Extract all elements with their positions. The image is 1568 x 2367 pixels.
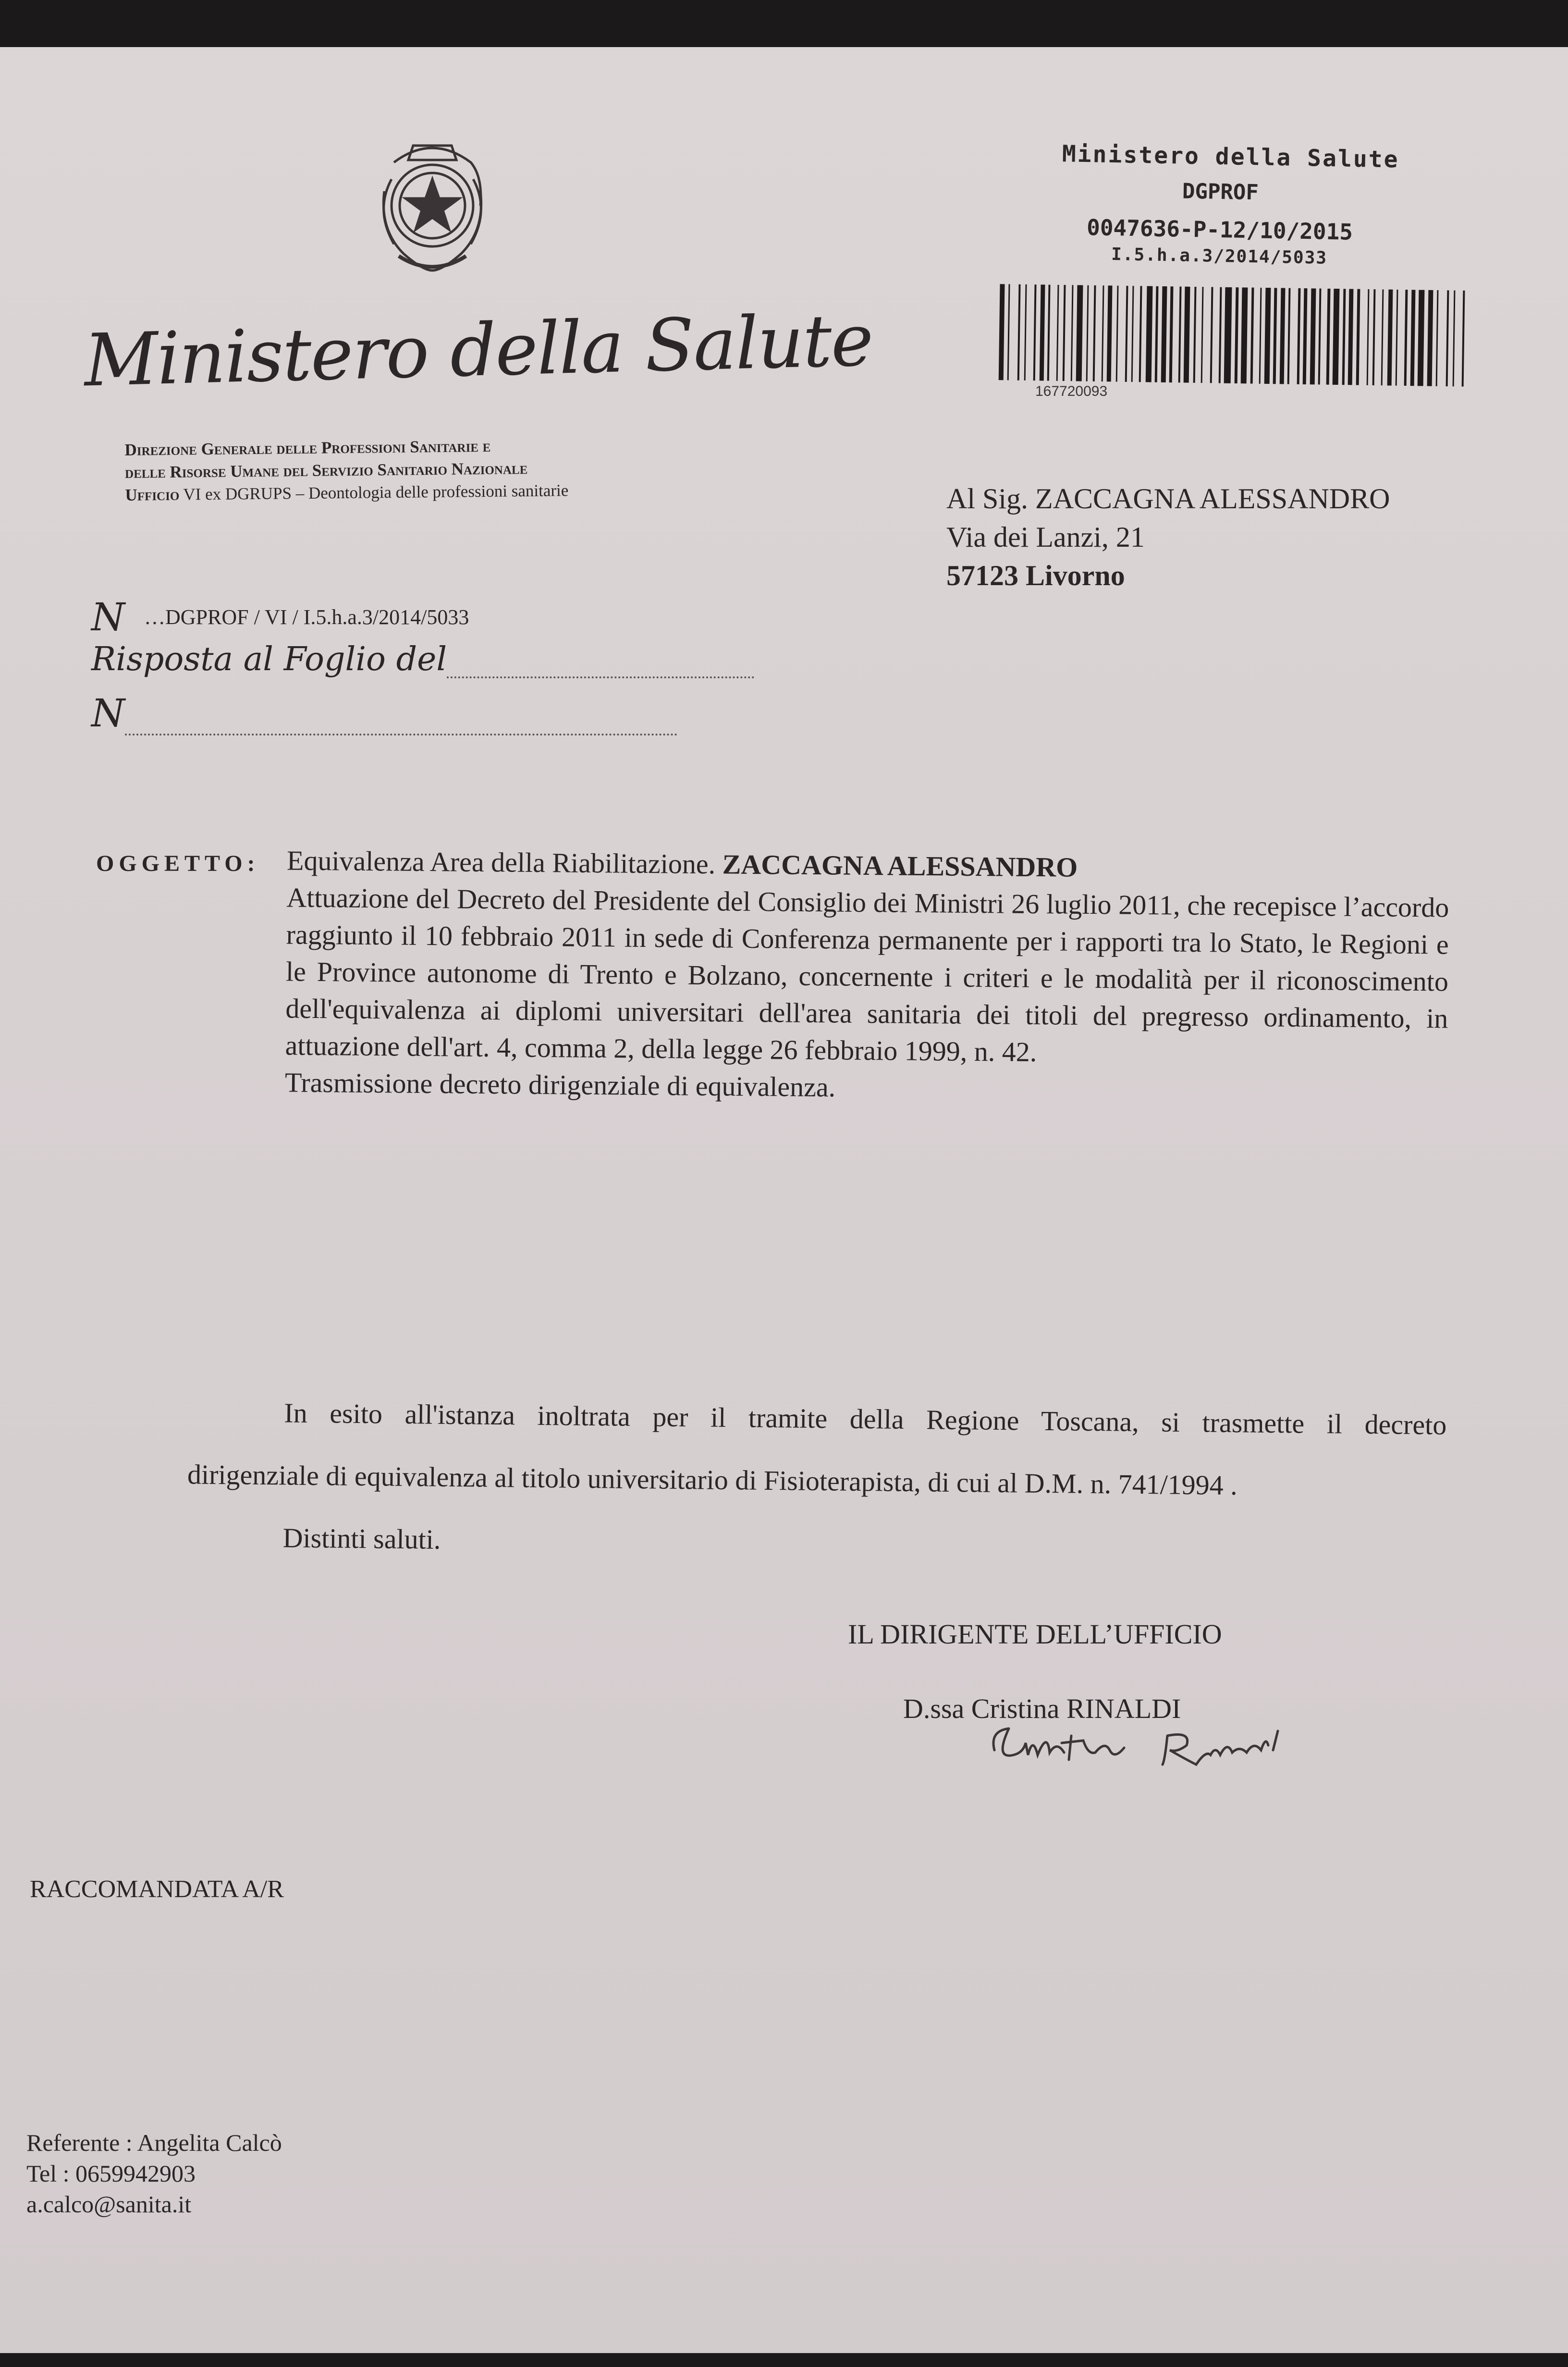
- reply-number-line: [125, 714, 677, 736]
- barcode-bar: [1219, 287, 1222, 383]
- contact-email: a.calco@sanita.it: [26, 2191, 192, 2218]
- barcode-bar: [1310, 288, 1316, 384]
- barcode-bar: [1410, 290, 1416, 386]
- subject-prefix: Equivalenza Area della Riabilitazione.: [286, 845, 716, 880]
- barcode-bar: [1201, 287, 1204, 383]
- barcode-bar: [1372, 289, 1376, 385]
- barcode-bar: [1155, 286, 1159, 382]
- barcode-bar: [1264, 288, 1271, 384]
- barcode-bar: [1056, 285, 1059, 381]
- barcode-bar: [1093, 285, 1096, 381]
- barcode-bar: [1063, 285, 1066, 381]
- barcode-bar: [1418, 290, 1425, 386]
- barcode-bar: [1367, 289, 1370, 385]
- barcode-bar: [1184, 287, 1190, 383]
- barcode-bar: [1273, 288, 1277, 384]
- barcode-bar: [1071, 285, 1074, 381]
- subject-last-line: Trasmissione decreto dirigenziale di equivalenza.: [284, 1067, 836, 1103]
- subject-paragraph: Attuazione del Decreto del Presidente del Consiglio dei Ministri 26 luglio 2011, che recepisce l’accordo raggiunto il 10 febbraio 2011 in sede di Conferenza permanente per i rapporti tra lo Stato, le Regioni e le Province autonome di Trento e Bolzano, concernente i criteri e le modalità per il riconoscimento dell'equivalenza ai diplomi universitari dell'area sanitaria dei titoli del pregresso ordinamento, in attuazione dell'art. 4, comma 2, della legge 26 febbraio 1999, n. 42.: [285, 882, 1449, 1068]
- reply-label: Risposta al Foglio del: [91, 640, 447, 678]
- barcode-bar: [1356, 289, 1360, 385]
- delivery-method: RACCOMANDATA A/R: [30, 1876, 284, 1903]
- stamp-classification: I.5.h.a.3/2014/5033: [1111, 245, 1328, 268]
- barcode-bar: [1076, 285, 1083, 381]
- barcode-bar: [1193, 287, 1197, 383]
- department-line-1: Direzione Generale delle Professioni Sanitarie e: [124, 436, 491, 459]
- barcode-bar: [1116, 286, 1119, 382]
- barcode-bar: [1396, 290, 1398, 386]
- barcode-bar: [1047, 285, 1051, 381]
- office-name: VI ex DGRUPS – Deontologia delle professioni sanitarie: [179, 481, 569, 504]
- barcode-bar: [1107, 285, 1113, 381]
- barcode-bar: [1446, 290, 1449, 386]
- ministry-title: Ministero della Salute: [83, 298, 874, 403]
- reply-date-line: [447, 657, 754, 678]
- barcode-bar: [1333, 289, 1340, 385]
- reply-n-label: N: [91, 691, 125, 736]
- handwritten-signature: [985, 1707, 1321, 1774]
- protocol-stamp: [1027, 140, 1413, 270]
- barcode-bar: [1318, 288, 1322, 384]
- letter-body: [186, 1381, 1447, 1581]
- recipient-address: [946, 479, 1390, 595]
- barcode-bar: [1241, 287, 1248, 383]
- contact-phone: Tel : 0659942903: [26, 2160, 196, 2187]
- barcode-bar: [1404, 290, 1408, 386]
- barcode-bar: [1303, 288, 1308, 384]
- department-header: [124, 434, 568, 506]
- barcode-bar: [1287, 288, 1291, 384]
- barcode: [996, 284, 1473, 392]
- barcode-bar: [1040, 284, 1045, 380]
- barcode-bar: [1131, 286, 1134, 382]
- closing-salutation: Distinti saluti.: [282, 1522, 441, 1555]
- barcode-bar: [1259, 288, 1262, 384]
- barcode-bar: [1462, 291, 1465, 387]
- barcode-bar: [1007, 284, 1010, 380]
- barcode-bar: [1348, 289, 1354, 385]
- signatory-title: IL DIRIGENTE DELL’UFFICIO: [848, 1619, 1222, 1650]
- subject-label: OGGETTO:: [96, 851, 260, 876]
- stamp-protocol-number: 0047636-P-12/10/2015: [1086, 214, 1353, 245]
- barcode-bar: [1024, 284, 1027, 380]
- stamp-department: DGPROF: [1182, 179, 1259, 205]
- department-line-2: delle Risorse Umane del Servizio Sanitario Nazionale: [124, 459, 528, 482]
- barcode-bar: [1427, 290, 1433, 386]
- barcode-bar: [1139, 286, 1142, 382]
- barcode-bar: [1235, 287, 1239, 383]
- barcode-bar: [1178, 286, 1182, 382]
- barcode-bar: [1436, 290, 1439, 386]
- subject-person-name: ZACCAGNA ALESSANDRO: [722, 848, 1078, 883]
- contact-block: [26, 2127, 282, 2220]
- barcode-bar: [1342, 289, 1346, 385]
- body-line-2: dirigenziale di equivalenza al titolo universitario di Fisioterapista, di cui al D.M. n. 741/1994 .: [187, 1459, 1238, 1501]
- barcode-bar: [1210, 287, 1213, 383]
- barcode-number: 167720093: [1035, 383, 1108, 399]
- protocol-number: …DGPROF / VI / I.5.h.a.3/2014/5033: [144, 605, 469, 629]
- barcode-bar: [1102, 285, 1104, 381]
- reply-number-row: [91, 691, 677, 736]
- letter-page: [0, 47, 1568, 2353]
- barcode-bar: [1033, 284, 1037, 380]
- barcode-bar: [999, 284, 1005, 380]
- barcode-bar: [1086, 285, 1089, 381]
- barcode-bar: [1387, 289, 1393, 385]
- recipient-name: Al Sig. ZACCAGNA ALESSANDRO: [946, 483, 1390, 515]
- recipient-street: Via dei Lanzi, 21: [946, 521, 1145, 553]
- barcode-bar: [1017, 284, 1021, 380]
- barcode-bar: [1381, 289, 1384, 385]
- contact-name: Referente : Angelita Calcò: [26, 2129, 282, 2156]
- body-line-1: In esito all'istanza inoltrata per il tramite della Regione Toscana, si trasmette il decreto: [284, 1397, 1447, 1441]
- barcode-bar: [1161, 286, 1167, 382]
- barcode-bar: [1326, 289, 1331, 385]
- barcode-bar: [1146, 286, 1153, 382]
- barcode-bar: [1169, 286, 1174, 382]
- recipient-city: 57123 Livorno: [946, 560, 1125, 591]
- barcode-bar: [1224, 287, 1232, 383]
- reply-reference-row: [91, 640, 754, 678]
- department-line-3: [125, 479, 568, 506]
- stamp-ministry: Ministero della Salute: [1062, 140, 1400, 173]
- protocol-number-row: [91, 595, 469, 639]
- signatory-name: D.ssa Cristina RINALDI: [903, 1693, 1181, 1724]
- barcode-bar: [1125, 286, 1128, 382]
- barcode-bar: [1297, 288, 1301, 384]
- protocol-n-label: N: [91, 595, 125, 639]
- barcode-bar: [1250, 287, 1254, 383]
- barcode-bar: [1280, 288, 1286, 384]
- office-prefix: Ufficio: [125, 485, 180, 504]
- subject-block: [285, 842, 1450, 1111]
- barcode-bar: [1453, 290, 1456, 386]
- italian-republic-emblem-icon: [365, 134, 500, 282]
